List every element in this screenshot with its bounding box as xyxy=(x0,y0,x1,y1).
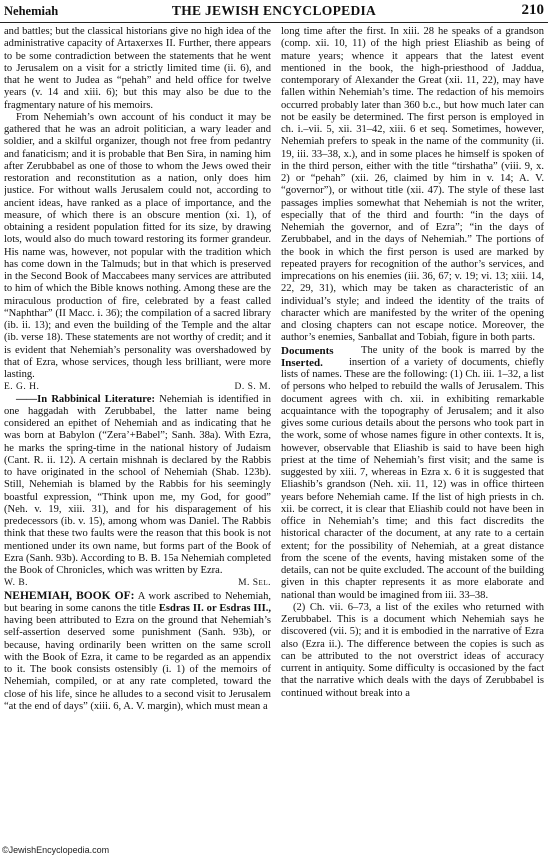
copyright-footer: ©JewishEncyclopedia.com xyxy=(2,845,110,855)
side-heading-line: Documents xyxy=(281,344,334,357)
left-column xyxy=(4,26,271,844)
documents-paragraph xyxy=(281,345,544,602)
paragraph: long time after the first. In xiii. 28 he speaks of a grandson (comp. xii. 10, 11) of the high priest Eliashib as being of mature years; whence it appears that the latest event mentioned in the book, the high-priesthood of Jaddua, contemporary of Alexander the Great (xii. 11, 22), may have fallen within Nehemiah’s time. The redaction of his memoirs occurred probably later than 360 b.c., but how much later can not be easily be determined. The first person is employed in ch. i.–vii. 5, xii. 31–42, xiii. 6 et seq. Sometimes, however, Nehemiah prefers to speak in the name of the community (ii. 19, iii. 33–38, x.), and in some places he himself is spoken of in the third person, either with the title “tirshatha” (viii. 9, x. 2) or “pehah” (xii. 26, claimed by him in v. 14; A. V. “governor”), or without title (xii. 47). The style of these last passages implies somewhat that Nehemiah is not the writer, especially that of the third and fourth: “in the days of Nehemiah the governor, and of Ezra”; “in the days of Zerubbabel, and in the days of Nehemiah.” The portions of the book in which the first person is used are marked by repeated prayers for recognition of the author’s services, and imprecations on his enemies (iii. 36, 67; v. 19; vi. 13; xiii. 14, 22, 29, 31), which may be taken as characteristic of an individual’s style; and indeed the identity of the traits of character which are manifested by the writer of the opening and closing chapters can not escape notice. Moreover, the author’s enemies, Sanballat and Tobiah, figure in both parts. xyxy=(281,26,544,344)
section-text: Nehemiah is identified in one haggadah with Zerubbabel, the latter name being considered an epithet of Nehemiah and as indicating that he was born at Babylon (“Zera’+Babel”; Sanh. 38a). With Ezra, he marks the spring-time in the national history of Judaism (Cant. R. ii. 12). A certain mishnah is declared by the Rabbis to have originated in the school of Nehemiah (Shab. 123b). Still, Nehemiah is blamed by the Rabbis for his seemingly boastful expression, “Think upon me, my God, for good” (Neh. v. 19, xiii. 31), and for his disparagement of his predecessors (ib. v. 15), among whom was Daniel. The Rabbis think that these two faults were the reason that this book is not mentioned under its own name, but forms part of the Book of Ezra (Sanh. 93b). According to B. B. 15a Nehemiah completed the Book of Chronicles, which was written by Ezra. xyxy=(4,393,271,576)
side-heading xyxy=(281,345,343,370)
entry-paragraph xyxy=(4,590,271,714)
paragraph: From Nehemiah’s own account of his conduct it may be gathered that he was an adroit politician, a wary leader and soldier, and a skilful organizer, though not free from pedantry and fanaticism; and it is probable that Ben Sira, in naming him after Zerubbabel as one of those to whom the Jews owed their restoration and reconstitution as a nation, only does him justice. For without walls Jerusalem could not, according to ancient ideas, have ranked as a place of importance, and the measure, of which there is an obscure mention (xi. 1), of obtaining a resident population fitted for its size, by drawing lots, would also do much toward restoring its former grandeur. His name was, however, not popular with the tradition which has come down in the Talmuds; but in that which is preserved in the Second Book of Maccabees many services are attributed to him of which the Bible knows nothing. Among these are the miraculous production of fire, celebrated by a feast called “Naphthar” (II Macc. i. 36); the compilation of a sacred library (ib. ii. 13); and even the building of the Temple and the altar (ib. verse 18). These statements are not worthy of credit; and it is evident that Nehemiah’s personality was overshadowed by that of Ezra, whose services, though less brilliant, were more lasting. xyxy=(4,111,271,380)
side-heading-line: Inserted. xyxy=(281,356,323,369)
entry-heading: NEHEMIAH, BOOK OF: xyxy=(4,589,135,602)
entry-text: A work ascribed to Nehemiah, but bearing in some canons the title xyxy=(4,590,271,614)
signature-right: D. S. M. xyxy=(234,382,271,393)
signature-right: M. Sel. xyxy=(238,578,271,589)
right-column xyxy=(281,26,544,844)
section-heading: ——In Rabbinical Literature: xyxy=(16,393,155,405)
alternate-titles: Esdras II. or Esdras III., xyxy=(158,602,271,614)
paragraph: (2) Ch. vii. 6–73, a list of the exiles who returned with Zerubbabel. This is a document which Nehemiah says he discovered (vii. 5); and it is embodied in the narrative of Ezra also (Ezra ii.). The difference between the copies is such as can be attributed to the not overstrict ideas of accuracy current in antiquity. Some difficulty is occasioned by the fact that the narrative which deals with the days of Zerubbabel is continued without break into a xyxy=(281,601,544,699)
header-entry-name: Nehemiah xyxy=(4,4,59,18)
signature-line xyxy=(4,381,271,393)
signature-line xyxy=(4,577,271,589)
header-publication-title: THE JEWISH ENCYCLOPEDIA xyxy=(171,3,377,18)
paragraph-text: The unity of the book is marred by the insertion of a variety of documents, chiefly lists of names. These are the following: (1) Ch. iii. 1–32, a list of persons who helped to rebuild the walls of Jerusalem. This document agrees with ch. xii. in exhibiting remarkable acquaintance with the topography of Jerusalem; and it also gives some curious details about the persons who took part in the work, some of whose names figure in other contexts. It is, however, observable that Eliashib is said to have been high priest at the time of Nehemiah’s first visit; and the same is suggested by xiii. 7, whereas in Ezra x. 6 it is suggested that Eliashib’s grandson (Neh. xii. 11, 12) was in office thirteen years before Nehemiah came. If the list of high priests in ch. xii. be correct, it is clear that Eliashib could not have been in office in Nehemiah’s time; and this fact discredits the historical character of the document, at any rate to a certain extent; for the possibility of Nehemiah, at a great distance from the scene of the events, having mistaken some of the details, can not be quite excluded. The account of the building given in this chapter represents it as more elaborate and national than would be imagined from iii. 33–38. xyxy=(281,344,544,601)
entry-text-continued: having been attributed to Ezra on the ground that Nehemiah’s self-assertion deserved some punishment (Sanh. 93b), or because, having ordinarily been written on the same scroll with the Book of Ezra, it came to be regarded as an appendix to it. The book consists ostensibly (i. 1) of the memoirs of Nehemiah, compiled, or at any rate completed, toward the close of his life, since he alludes to a second visit to Jerusalem “at the end of days” (xiii. 6, A. V. margin), which must mean a xyxy=(4,615,271,712)
page-number: 210 xyxy=(521,2,544,18)
signature-left: E. G. H. xyxy=(4,382,40,393)
paragraph: and battles; but the classical historians give no high idea of the administrative capacity of Artaxerxes II. Further, there appears to be some contradiction between the statements that he went to Jerusalem on a visit for a strictly limited time (ii. 6), and that he went to Judea as “pehah” and held office for twelve years (v. 14 and xiii. 6); but this may also be due to the fragmentary nature of his memoirs. xyxy=(4,26,271,111)
page-header xyxy=(0,0,548,23)
rabbinical-paragraph xyxy=(4,394,271,578)
signature-left: W. B. xyxy=(4,578,29,589)
